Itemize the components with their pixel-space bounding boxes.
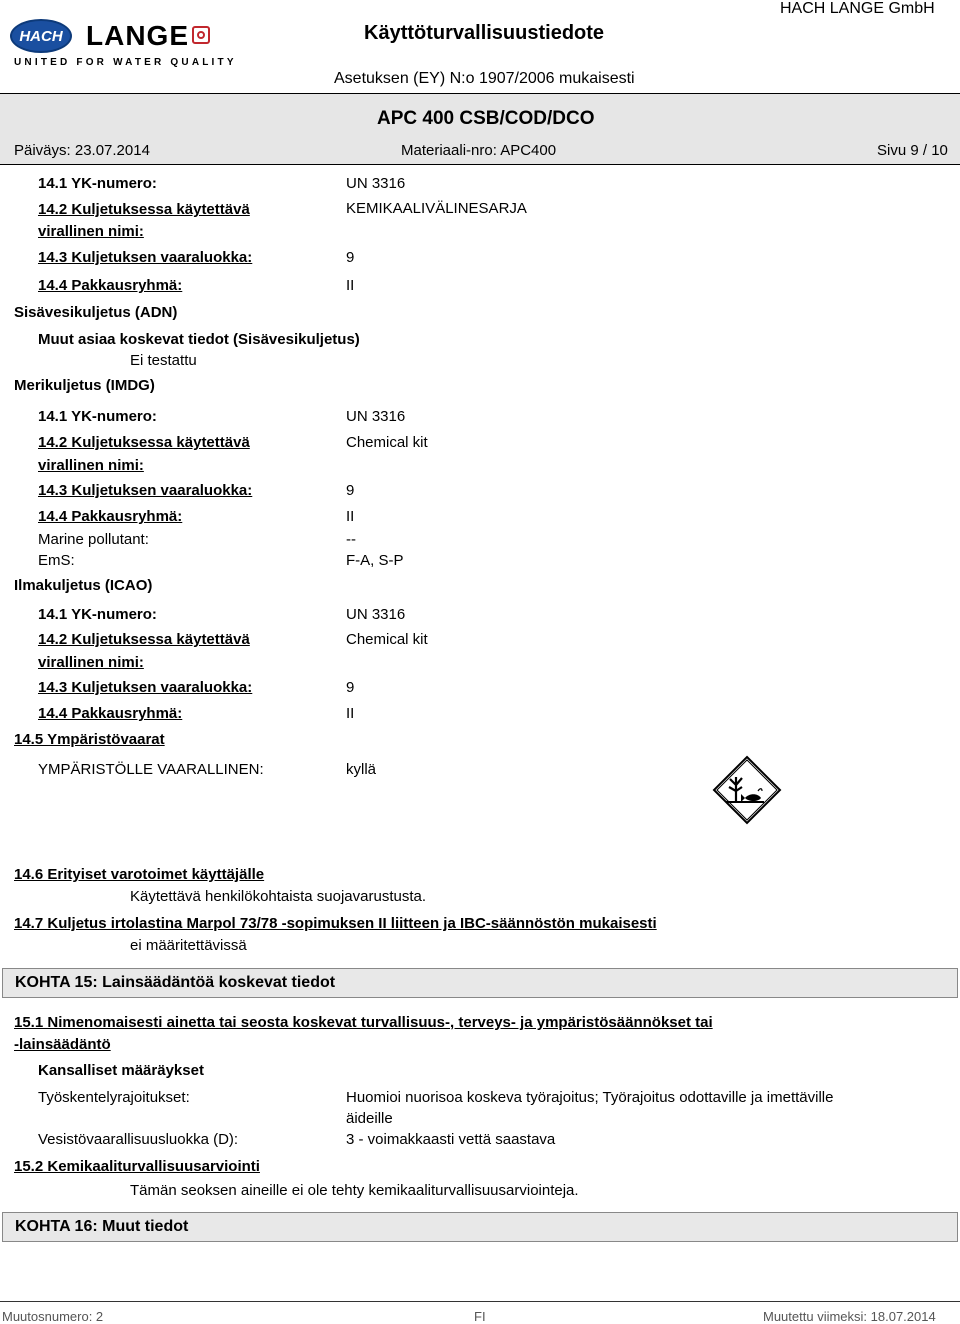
imdg-name-label-1: 14.2 Kuljetuksessa käytettävä (38, 434, 250, 451)
language-code: FI (474, 1309, 486, 1324)
section-15-title: KOHTA 15: Lainsäädäntöä koskevat tiedot (15, 974, 336, 991)
imdg-ems-value: F-A, S-P (346, 552, 404, 569)
revision-number: Muutosnumero: 2 (2, 1309, 104, 1324)
top-name-value: KEMIKAALIVÄLINESARJA (346, 200, 527, 217)
material-number: Materiaali-nro: APC400 (401, 142, 557, 159)
icao-pack-label: 14.4 Pakkausryhmä: (38, 705, 183, 722)
date: Päiväys: 23.07.2014 (14, 142, 150, 159)
icao-un-label: 14.1 YK-numero: (38, 606, 157, 623)
icao-class-label: 14.3 Kuljetuksen vaaraluokka: (38, 679, 253, 696)
header-top-rule (0, 93, 960, 94)
s146-text: Käytettävä henkilökohtaista suojavarustusta. (130, 888, 427, 905)
s147-text: ei määritettävissä (130, 937, 247, 954)
last-modified: Muutettu viimeksi: 18.07.2014 (763, 1309, 936, 1324)
imdg-marine-value: -- (346, 531, 356, 548)
imdg-name-value: Chemical kit (346, 434, 428, 451)
icao-un-value: UN 3316 (346, 606, 406, 623)
work-restrictions-value-1: Huomioi nuorisoa koskeva työrajoitus; Työrajoitus odottaville ja imettäville (346, 1089, 834, 1106)
s152-heading: 15.2 Kemikaaliturvallisuusarviointi (14, 1158, 260, 1175)
company-name: HACH LANGE GmbH (780, 0, 935, 17)
s151-heading-line2: -lainsäädäntö (14, 1036, 111, 1053)
env-value: kyllä (346, 761, 377, 778)
imdg-class-label: 14.3 Kuljetuksen vaaraluokka: (38, 482, 253, 499)
work-restrictions-value-2: äideille (346, 1110, 393, 1127)
icao-name-label-1: 14.2 Kuljetuksessa käytettävä (38, 631, 250, 648)
icao-class-value: 9 (346, 679, 355, 696)
imdg-un-label: 14.1 YK-numero: (38, 408, 157, 425)
top-class-label: 14.3 Kuljetuksen vaaraluokka: (38, 249, 253, 266)
imdg-pack-label: 14.4 Pakkausryhmä: (38, 508, 183, 525)
imdg-pack-value: II (346, 508, 355, 525)
s151-heading-line1: 15.1 Nimenomaisesti ainetta tai seosta koskevat turvallisuus-, terveys- ja ympäristösäännökset tai (14, 1014, 713, 1031)
footer-rule (0, 1301, 960, 1302)
icao-name-label-2: virallinen nimi: (38, 654, 144, 671)
logo-tagline: UNITED FOR WATER QUALITY (14, 57, 237, 68)
imdg-heading: Merikuljetus (IMDG) (14, 377, 155, 394)
section-16-title: KOHTA 16: Muut tiedot (15, 1218, 189, 1235)
product-name: APC 400 CSB/COD/DCO (377, 108, 595, 129)
adn-heading: Sisävesikuljetus (ADN) (14, 304, 178, 321)
top-class-value: 9 (346, 249, 355, 266)
lange-logo-text: LANGE (86, 20, 189, 51)
section-15-header (2, 968, 958, 998)
water-hazard-value: 3 - voimakkaasti vettä saastava (346, 1131, 556, 1148)
top-pack-label: 14.4 Pakkausryhmä: (38, 277, 183, 294)
regulation-text: Asetuksen (EY) N:o 1907/2006 mukaisesti (334, 70, 635, 87)
national-regulations-heading: Kansalliset määräykset (38, 1062, 204, 1079)
lange-logo-mark-icon (192, 26, 210, 44)
water-hazard-label: Vesistövaarallisuusluokka (D): (38, 1131, 239, 1148)
hach-logo-badge: HACH (10, 19, 72, 53)
adn-other-value: Ei testattu (130, 352, 197, 369)
work-restrictions-label: Työskentelyrajoitukset: (38, 1089, 190, 1106)
header-bottom-rule (0, 164, 960, 165)
page-number: Sivu 9 / 10 (877, 142, 948, 159)
icao-pack-value: II (346, 705, 355, 722)
imdg-un-value: UN 3316 (346, 408, 406, 425)
top-name-label-2: virallinen nimi: (38, 223, 144, 240)
top-un-label: 14.1 YK-numero: (38, 175, 157, 192)
adn-other-label: Muut asiaa koskevat tiedot (Sisävesikuljetus) (38, 331, 360, 348)
imdg-ems-label: EmS: (38, 552, 75, 569)
top-pack-value: II (346, 277, 355, 294)
env-heading: 14.5 Ympäristövaarat (14, 731, 165, 748)
top-name-label-1: 14.2 Kuljetuksessa käytettävä (38, 201, 250, 218)
env-label: YMPÄRISTÖLLE VAARALLINEN: (38, 761, 264, 778)
environment-hazard-icon (712, 755, 782, 825)
document-title: Käyttöturvallisuustiedote (364, 22, 605, 44)
imdg-name-label-2: virallinen nimi: (38, 457, 144, 474)
s146-heading: 14.6 Erityiset varotoimet käyttäjälle (14, 866, 265, 883)
s147-heading: 14.7 Kuljetus irtolastina Marpol 73/78 -sopimuksen II liitteen ja IBC-säännöstön mukaisesti (14, 915, 657, 932)
section-16-header (2, 1212, 958, 1242)
imdg-marine-label: Marine pollutant: (38, 531, 149, 548)
icao-name-value: Chemical kit (346, 631, 428, 648)
icao-heading: Ilmakuljetus (ICAO) (14, 577, 153, 594)
imdg-class-value: 9 (346, 482, 355, 499)
top-un-value: UN 3316 (346, 175, 406, 192)
s152-text: Tämän seoksen aineille ei ole tehty kemikaaliturvallisuusarviointeja. (130, 1182, 579, 1199)
